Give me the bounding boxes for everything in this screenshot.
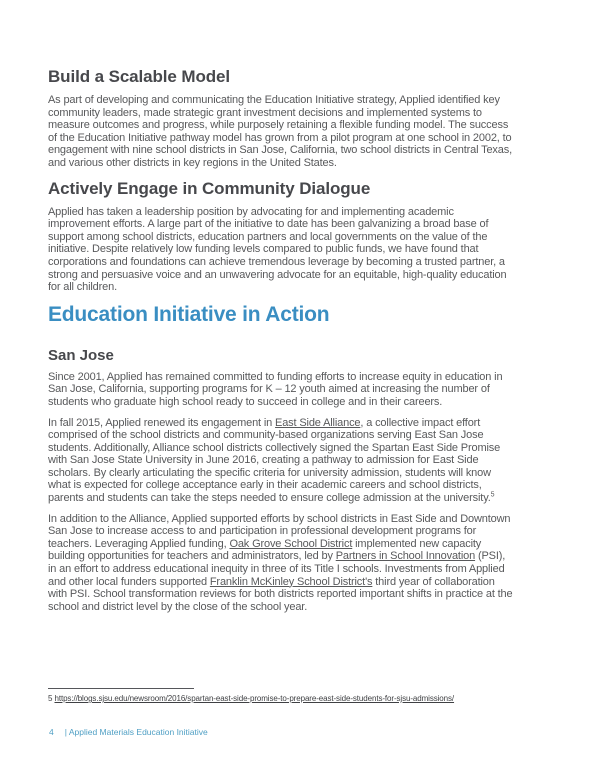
text-run: Since 2001, Applied has remained committed to funding efforts to increase equity in education in San Jose, California, supporting programs for K – 12 youth aimed at increasing the number of students who graduate high school ready to succeed in college and in their careers. bbox=[48, 370, 503, 408]
text-link[interactable]: Franklin McKinley School District's bbox=[209, 575, 373, 588]
document-body bbox=[48, 66, 516, 621]
text-run: implemented new capacity building opportunities for teachers and administrators, led by bbox=[48, 537, 482, 563]
text-run: In addition to the Alliance, Applied supported efforts by school districts in East Side and Downtown San Jose to increase access to and participation in professional development programs for teachers. Leveraging Applied funding, bbox=[48, 512, 511, 550]
paragraph bbox=[48, 94, 516, 170]
footer-label: | Applied Materials Education Initiative bbox=[64, 727, 208, 737]
paragraph bbox=[48, 371, 516, 409]
footnote-reference: 5 bbox=[490, 491, 495, 499]
footer-page-number: 4 bbox=[49, 727, 54, 737]
text-run: third year of collaboration with PSI. School transformation reviews for both districts reported important shifts in practice at the school and district level by the close of the school year. bbox=[48, 575, 513, 613]
footnote-divider bbox=[48, 688, 194, 689]
text-run: , a collective impact effort comprised of the school districts and community-based organizations serving East San Jose students. Additionally, Alliance school districts collectively signed the Spartan East Side Promise with San Jose State University in June 2016, creating a pathway to admission for East Side scholars. By clearly articulating the specific criteria for university admission, students will know what is expected for college acceptance early in their academic careers and school districts, parents and students can take the steps needed to ensure college admission at the university. bbox=[48, 416, 501, 505]
text-run: As part of developing and communicating the Education Initiative strategy, Applied identified key community leaders, made strategic grant investment decisions and implemented systems to measure outcomes and progress, while purposely retaining a flexible funding model. The success of the Education Initiative pathway model has grown from a pilot program at one school in 2002, to engagement with nine school districts in San Jose, California, two school districts in Central Texas, and various other districts in key regions in the United States. bbox=[48, 94, 512, 169]
section-heading: Actively Engage in Community Dialogue bbox=[48, 178, 371, 198]
footnote-url-link[interactable]: https://blogs.sjsu.edu/newsroom/2016/spartan-east-side-promise-to-prepare-east-side-students-for-sjsu-admissions/ bbox=[54, 694, 455, 703]
section-heading: San Jose bbox=[48, 346, 114, 364]
section-heading: Education Initiative in Action bbox=[48, 302, 330, 326]
text-run: (PSI), in an effort to address educational inequity in three of its Title I schools. Investments from Applied and other local funders supported bbox=[48, 550, 506, 588]
paragraph bbox=[48, 417, 516, 505]
text-link[interactable]: Partners in School Innovation bbox=[335, 550, 476, 563]
footnote-marker: 5 bbox=[48, 694, 53, 703]
page-footer bbox=[49, 727, 208, 738]
footnote bbox=[48, 694, 548, 704]
text-link[interactable]: East Side Alliance bbox=[275, 416, 361, 429]
section-heading: Build a Scalable Model bbox=[48, 67, 231, 86]
paragraph bbox=[48, 206, 516, 294]
text-run: In fall 2015, Applied renewed its engagement in bbox=[48, 416, 276, 429]
text-run: Applied has taken a leadership position by advocating for and implementing academic improvement efforts. A large part of the initiative to date has been galvanizing a broad base of support among school districts, education partners and local governments on the value of the initiative. Despite relatively low funding levels compared to public funds, we have found that corporations and foundations can achieve tremendous leverage by becoming a trusted partner, a strong and persuasive voice and an unwavering advocate for an equitable, high-quality education for all children. bbox=[48, 205, 507, 294]
text-link[interactable]: Oak Grove School District bbox=[229, 537, 353, 550]
paragraph bbox=[48, 513, 516, 614]
